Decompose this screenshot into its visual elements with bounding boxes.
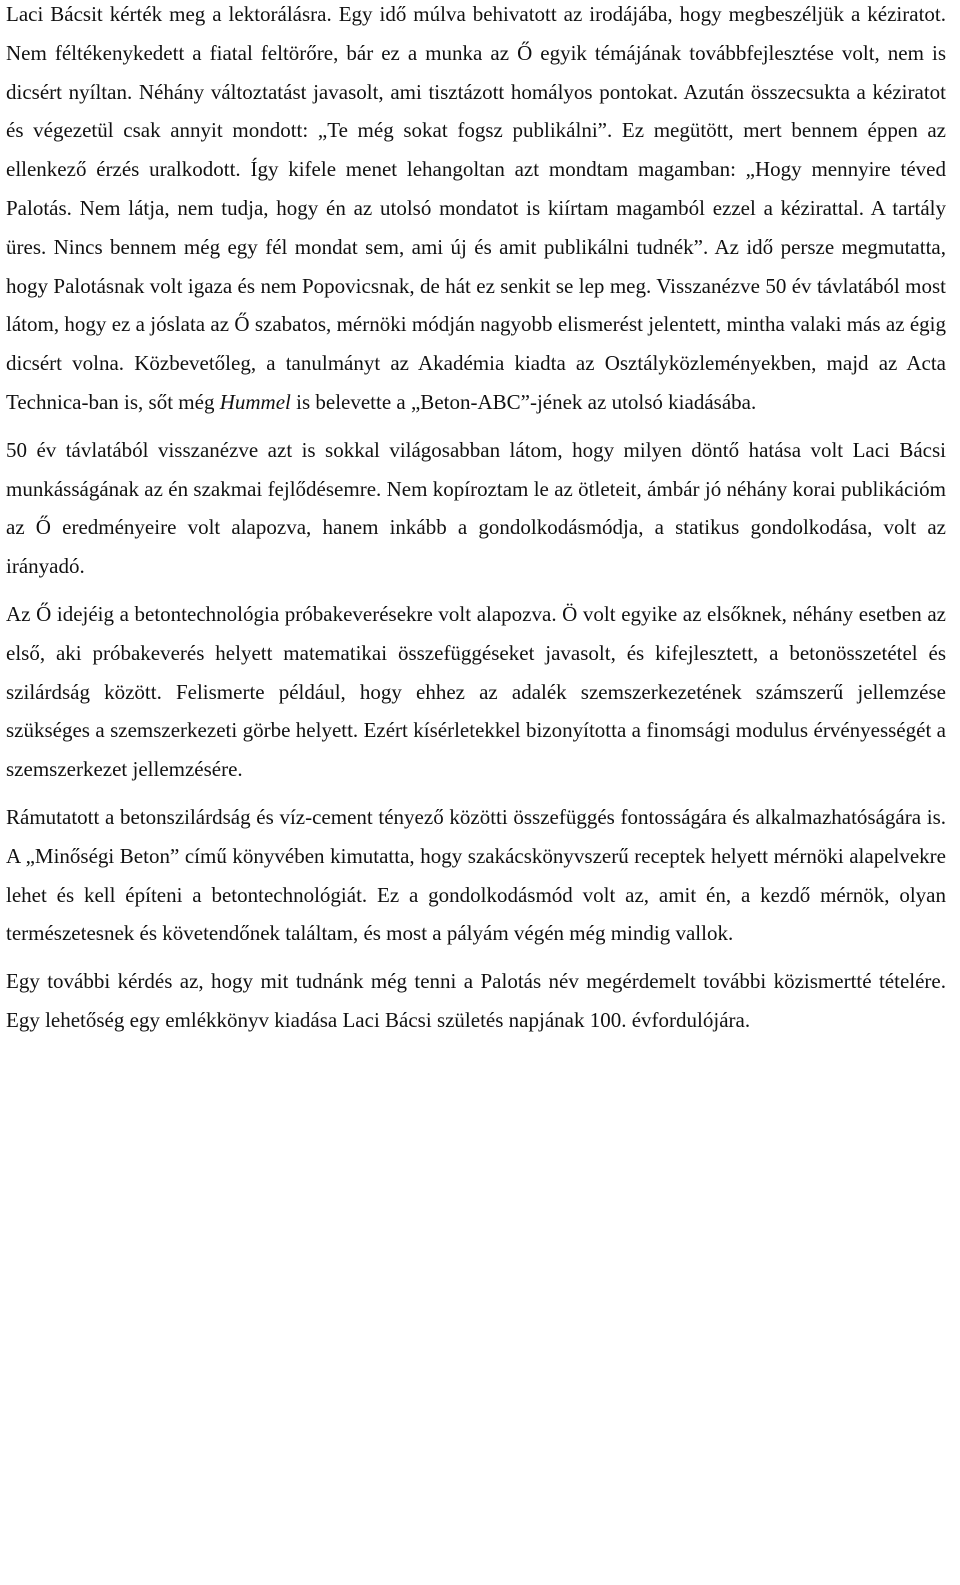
paragraph-5-text: Egy további kérdés az, hogy mit tudnánk még tenni a Palotás név megérdemelt további közismertté tételére. Egy lehetőség egy emlékkönyv kiadása Laci Bácsi születés napjának 100. évfordulójára. — [6, 969, 946, 1032]
paragraph-1-text-end: is belevette a „Beton-ABC”-jének az utolsó kiadásába. — [290, 389, 757, 414]
paragraph-1 — [6, 0, 946, 422]
paragraph-2 — [6, 431, 946, 586]
paragraph-2-text: 50 év távlatából visszanézve azt is sokkal világosabban látom, hogy milyen döntő hatása volt Laci Bácsi munkásságának az én szakmai fejlődésemre. Nem kopíroztam le az ötleteit, ámbár jó néhány korai publikációm az Ő eredményeire volt alapozva, hanem inkább a gondolkodásmódja, a statikus gondolkodása, volt az irányadó. — [6, 437, 946, 579]
paragraph-4-text: Rámutatott a betonszilárdság és víz-cement tényező közötti összefüggés fontosságára és alkalmazhatóságára is. A „Minőségi Beton” című könyvében kimutatta, hogy szakácskönyvszerű receptek helyett mérnöki alapelvekre lehet és kell építeni a betontechnológiát. Ez a gondolkodásmód volt az, amit én, a kezdő mérnök, olyan természetesnek és követendőnek találtam, és most a pályám végén még mindig vallok. — [6, 804, 946, 946]
paragraph-5 — [6, 962, 946, 1040]
paragraph-3-text: Az Ő idejéig a betontechnológia próbakeverésekre volt alapozva. Ö volt egyike az elsőknek, néhány esetben az első, aki próbakeverés helyett matematikai összefüggéseket javasolt, és kifejlesztett, a betonösszetétel és szilárdság között. Felismerte például, hogy ehhez az adalék szemszerkezetének számszerű jellemzése szükséges a szemszerkezeti görbe helyett. Ezért kísérletekkel bizonyította a finomsági modulus érvényességét a szemszerkezet jellemzésére. — [6, 601, 946, 782]
paragraph-3 — [6, 595, 946, 789]
author-name-italic: Hummel — [219, 389, 291, 414]
paragraph-1-text: Laci Bácsit kérték meg a lektorálásra. Egy idő múlva behivatott az irodájába, hogy megbeszéljük a kéziratot. Nem féltékenykedett a fiatal feltörőre, bár ez a munka az Ő egyik témájának továbbfejlesztése volt, nem is dicsért nyíltan. Néhány változtatást javasolt, ami tisztázott homályos pontokat. Azután összecsukta a kéziratot és végezetül csak annyit mondott: „Te még sokat fogsz publikálni”. Ez megütött, mert bennem éppen az ellenkező érzés uralkodott. Így kifele menet lehangoltan azt mondtam magamban: „Hogy mennyire téved Palotás. Nem látja, nem tudja, hogy én az utolsó mondatot is kiírtam magamból ezzel a kézirattal. A tartály üres. Nincs bennem még egy fél mondat sem, ami új és amit publikálni tudnék”. Az idő persze megmutatta, hogy Palotásnak volt igaza és nem Popovicsnak, de hát ez senkit se lep meg. Visszanézve 50 év távlatából most látom, hogy ez a jóslata az Ő szabatos, mérnöki módján nagyobb elismerést jelentett, mintha valaki más az égig dicsért volna. Közbevetőleg, a tanulmányt az Akadémia kiadta az Osztályközleményekben, majd az Acta Technica-ban is, sőt még — [6, 2, 946, 414]
paragraph-4 — [6, 798, 946, 953]
document-page — [6, 0, 946, 1040]
